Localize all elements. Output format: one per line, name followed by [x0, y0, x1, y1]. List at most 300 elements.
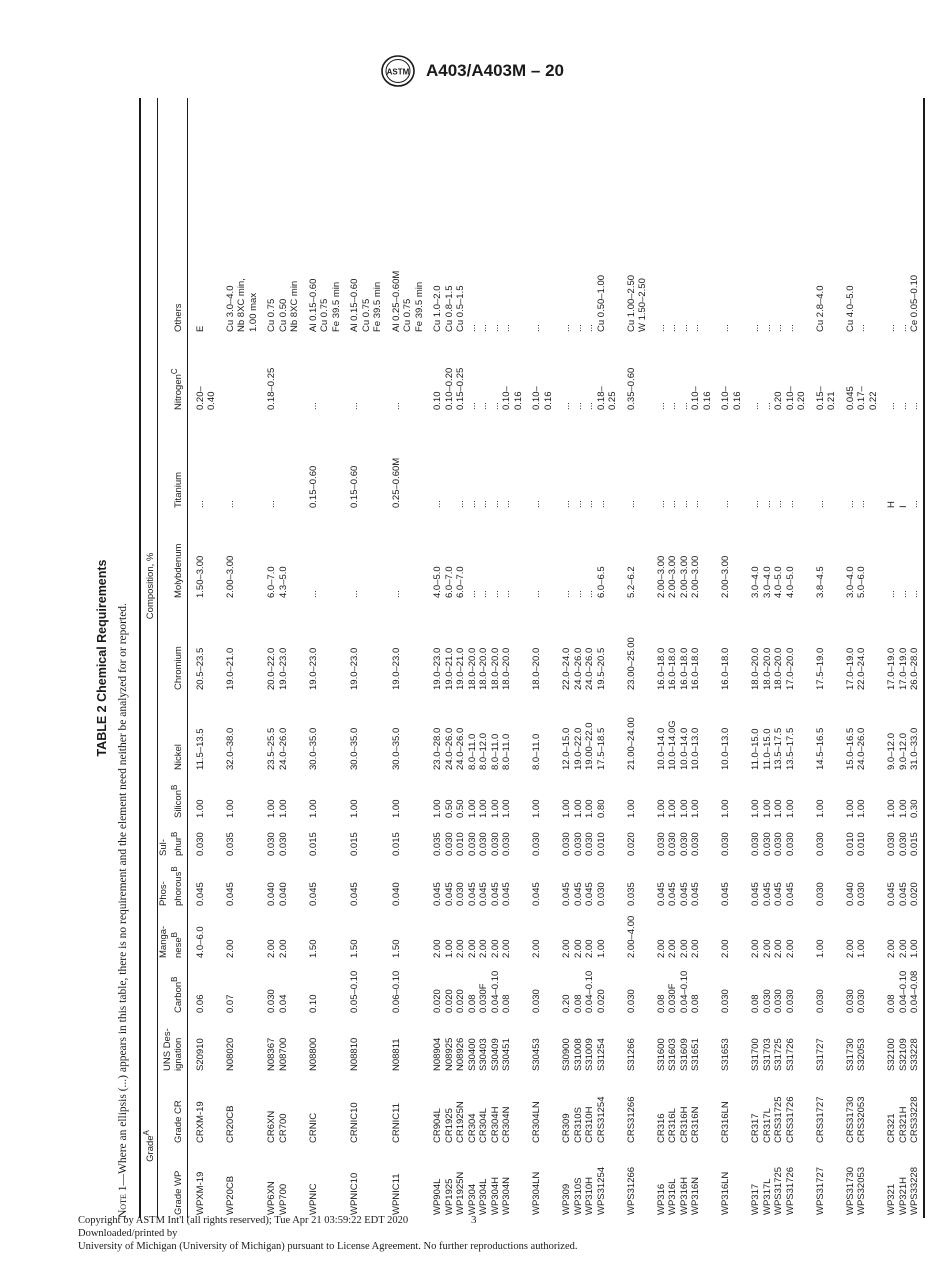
table-cell: 10.0–13.0: [720, 727, 732, 770]
table-cell: 18.0–20.0: [761, 647, 773, 690]
table-cell: 0.020: [432, 989, 444, 1013]
table-cell: ...: [584, 500, 596, 508]
table-cell: 1.00: [584, 799, 596, 818]
table-cell: Cu 1.00–2.50 W 1.50–2.50: [625, 274, 649, 332]
table-cell: 19.0–21.0: [455, 647, 467, 690]
table-cell: 11.5–13.5: [194, 728, 206, 770]
table-row: [838, 98, 857, 1218]
table-cell: ...: [501, 500, 513, 508]
table-cell: 19.0–21.0: [224, 647, 236, 690]
table-cell: 0.08: [750, 994, 762, 1013]
table-cell: 1.00: [489, 799, 501, 818]
page-number: 3: [471, 1214, 477, 1226]
table-row: [218, 98, 260, 1218]
table-cell: CRNIC11: [390, 1103, 402, 1143]
table-cell: 0.030: [466, 832, 478, 856]
table-cell: ...: [572, 500, 584, 508]
table-cell: S32100: [886, 1038, 898, 1071]
table-cell: CR321: [886, 1113, 898, 1143]
table-cell: 30.0–35.0: [349, 727, 361, 770]
table-cell: 0.030: [814, 832, 826, 856]
table-cell: ...: [466, 324, 478, 332]
table-cell: 19.0–21.0: [443, 647, 455, 690]
table-cell: 0.030F: [478, 983, 490, 1013]
table-cell: 1.00: [224, 799, 236, 818]
table-cell: ...: [390, 402, 402, 410]
table-cell: 1.00: [856, 799, 868, 818]
table-cell: WPS31266: [625, 1166, 637, 1215]
table-cell: 1.50–3.00: [194, 555, 206, 598]
table-row: [909, 98, 924, 1218]
table-cell: 0.030: [784, 832, 796, 856]
table-cell: S31254: [595, 1038, 607, 1071]
table-cell: 0.10– 0.16: [690, 386, 713, 410]
table-cell: ...: [466, 590, 478, 598]
table-row: [384, 98, 426, 1218]
table-cell: CRS31726: [784, 1096, 796, 1143]
table-cell: S32109: [897, 1038, 909, 1071]
table-cell: 0.17– 0.22: [856, 386, 879, 410]
table-row: [478, 98, 490, 1218]
table-cell: 2.00: [432, 939, 444, 958]
table-cell: 19.0–22.0: [572, 727, 584, 770]
table-cell: 1.00: [720, 799, 732, 818]
table-cell: 8.0–11.0: [501, 733, 513, 770]
table-cell: 2.00: [224, 939, 236, 958]
table-cell: Cu 0.75: [266, 298, 278, 332]
column-header: Titanium: [157, 413, 187, 511]
table-cell: 19.0–23.0: [277, 647, 289, 690]
table-cell: WP700: [277, 1183, 289, 1215]
table-cell: S30451: [501, 1038, 513, 1071]
table-cell: N08810: [349, 1037, 361, 1071]
table-cell: WP310S: [572, 1177, 584, 1215]
table-cell: 0.030: [773, 832, 785, 856]
table-cell: 23.0–28.0: [432, 727, 444, 770]
table-cell: WP309: [561, 1183, 573, 1215]
table-cell: ...: [690, 324, 702, 332]
table-cell: 1.00: [678, 799, 690, 818]
table-cell: ...: [909, 413, 924, 511]
table-cell: 0.035: [625, 882, 637, 906]
table-cell: WPS31730: [844, 1166, 856, 1215]
table-cell: 16.0–18.0: [667, 647, 679, 690]
table-cell: 0.040: [390, 882, 402, 906]
table-cell: WPXM-19: [194, 1171, 206, 1215]
table-cell: 0.030: [531, 832, 543, 856]
table-cell: WP317L: [761, 1178, 773, 1215]
table-row: [743, 98, 762, 1218]
table-cell: ...: [489, 402, 501, 410]
table-cell: ...: [886, 324, 898, 332]
table-cell: 0.030: [773, 989, 785, 1013]
table-cell: S32053: [856, 1038, 868, 1071]
table-cell: 0.045: [307, 882, 319, 906]
table-cell: CR316LN: [720, 1101, 732, 1143]
table-cell: ...: [750, 402, 762, 410]
table-cell: ...: [489, 590, 501, 598]
table-cell: Cu 0.50–1.00: [595, 274, 607, 332]
table-cell: 0.030: [784, 989, 796, 1013]
table-cell: 0.030: [897, 832, 909, 856]
table-cell: 0.030: [814, 989, 826, 1013]
table-cell: 0.010: [455, 832, 467, 856]
table-cell: ...: [844, 500, 856, 508]
table-cell: 0.18– 0.25: [595, 386, 619, 410]
table-cell: 0.08: [886, 994, 898, 1013]
table-cell: CR20CB: [224, 1105, 236, 1143]
table-cell: S31727: [814, 1038, 826, 1071]
table-cell: ...: [390, 590, 402, 598]
table-cell: 1.00: [595, 939, 607, 958]
table-cell: 2.00–3.00: [690, 555, 702, 598]
column-header: UNS Des- ignation: [157, 1016, 187, 1074]
table-cell: 0.20: [561, 994, 573, 1013]
table-title: TABLE 2 Chemical Requirements: [95, 559, 109, 757]
table-cell: ...: [761, 500, 773, 508]
table-row: [667, 98, 679, 1218]
table-cell: ...: [349, 402, 361, 410]
table-note: [117, 98, 135, 1218]
table-row: [455, 98, 467, 1218]
table-cell: Al 0.15–0.60 Cu 0.75 Fe 39.5 min: [349, 278, 384, 332]
table-cell: 24.0–26.0: [455, 727, 467, 770]
table-cell: 2.00: [897, 939, 909, 958]
table-cell: 0.10–0.20: [443, 367, 455, 410]
table-cell: H: [886, 501, 898, 508]
column-header: Chromium: [157, 601, 187, 693]
table-cell: WP304H: [489, 1176, 501, 1215]
table-cell: WP304: [466, 1183, 478, 1215]
column-header: Nitrogen$^C$: [157, 335, 187, 413]
table-cell: CRS31266: [625, 1096, 637, 1143]
table-row: [773, 98, 785, 1218]
table-cell: 0.045: [349, 882, 361, 906]
table-cell: S31600: [655, 1038, 667, 1071]
table-cell: CR316H: [678, 1106, 690, 1143]
table-cell: ...: [897, 402, 909, 410]
table-cell: 1.00: [307, 799, 319, 818]
table-cell: WP304LN: [531, 1171, 543, 1215]
table-cell: 2.00: [844, 939, 856, 958]
table-cell: 1.00: [443, 939, 455, 958]
table-cell: 21.00–24.00: [625, 717, 637, 770]
table-cell: 0.030: [761, 989, 773, 1013]
table-cell: ...: [667, 324, 679, 332]
table-cell: 1.00: [773, 799, 785, 818]
table-cell: 0.030: [720, 989, 732, 1013]
table-cell: 20.0–22.0: [266, 647, 278, 690]
table-cell: 10.0–14.0G: [667, 720, 679, 770]
table-cell: 2.00: [678, 939, 690, 958]
table-cell: WPS31726: [784, 1166, 796, 1215]
table-cell: 1.00: [531, 799, 543, 818]
table-row: [584, 98, 596, 1218]
table-cell: 1.00: [266, 799, 278, 818]
table-cell: 1.00: [784, 799, 796, 818]
table-cell: CR904L: [432, 1108, 444, 1143]
table-cell: N08020: [224, 1037, 236, 1071]
table-cell: Al 0.15–0.60 Cu 0.75 Fe 39.5 min: [307, 278, 342, 332]
column-header: Manga- nese$^B$: [157, 909, 187, 961]
note-text: —Where an ellipsis (...) appears in this table, there is no requirement and the element need neither be analyzed for or reported.: [117, 603, 129, 1186]
table-cell: ...: [773, 500, 785, 508]
table-cell: ...: [584, 402, 596, 410]
table-row: [425, 98, 444, 1218]
table-cell: WP316: [655, 1183, 667, 1215]
table-row: [679, 98, 691, 1218]
table-cell: CR304L: [478, 1108, 490, 1143]
table-cell: ...: [501, 324, 513, 332]
table-cell: S30400: [466, 1038, 478, 1071]
table-row: [898, 98, 910, 1218]
table-cell: S31609: [678, 1038, 690, 1071]
table-cell: ...: [625, 500, 637, 508]
table-cell: Cu 0.5–1.5: [455, 285, 467, 332]
column-header-row: [157, 98, 187, 1218]
table-cell: WPS32053: [856, 1166, 868, 1215]
table-cell: 0.04–0.10: [584, 970, 596, 1013]
table-cell: [278, 335, 301, 413]
table-cell: 2.00: [886, 939, 898, 958]
rotated-table-region: [95, 98, 925, 1218]
table-cell: CR1925: [443, 1108, 455, 1143]
table-cell: CRS31725: [773, 1096, 785, 1143]
table-cell: WPNIC10: [349, 1172, 361, 1215]
table-cell: 0.15–0.60: [349, 465, 361, 508]
table-cell: 24.0–26.0: [856, 727, 868, 770]
column-header: Sul- phur$^B$: [157, 821, 187, 859]
table-cell: S31703: [761, 1038, 773, 1071]
table-cell: ...: [886, 590, 898, 598]
table-cell: 18.0–20.0: [773, 647, 785, 690]
table-cell: 13.5–17.5: [773, 727, 785, 770]
table-cell: 4.0–5.0: [432, 566, 444, 598]
table-cell: CR317L: [761, 1108, 773, 1143]
table-cell: WP304N: [501, 1176, 513, 1215]
table-cell: CRNIC10: [349, 1102, 361, 1143]
table-cell: 2.00–3.00: [720, 555, 732, 598]
table-cell: 0.045: [531, 882, 543, 906]
table-cell: 6.0–7.0: [266, 566, 278, 598]
table-cell: 0.18–0.25: [266, 367, 278, 410]
table-cell: Cu 0.8–1.5: [443, 285, 455, 332]
table-cell: ...: [678, 500, 690, 508]
table-cell: WP316L: [667, 1178, 679, 1215]
table-cell: 13.5–17.5: [784, 727, 796, 770]
table-cell: ...: [307, 590, 319, 598]
note-label: Note 1: [117, 1185, 129, 1218]
table-cell: 2.00: [561, 939, 573, 958]
table-cell: 0.030: [856, 989, 868, 1013]
table-cell: 2.00: [773, 939, 785, 958]
table-cell: S31653: [720, 1038, 732, 1071]
table-cell: ...: [897, 324, 909, 332]
table-cell: 30.0–35.0: [390, 727, 402, 770]
table-cell: WP317: [750, 1183, 762, 1215]
table-cell: 1.00: [194, 799, 206, 818]
table-cell: ...: [466, 500, 478, 508]
table-cell: CRS33228: [909, 1074, 924, 1146]
table-cell: 0.045: [667, 882, 679, 906]
table-cell: ...: [678, 402, 690, 410]
table-cell: 17.0–20.0: [784, 647, 796, 690]
table-cell: WPNIC11: [390, 1173, 402, 1215]
table-cell: S30409: [489, 1038, 501, 1071]
table-cell: 0.08: [501, 994, 513, 1013]
table-cell: 0.030: [678, 832, 690, 856]
table-cell: N08800: [307, 1037, 319, 1071]
table-cell: 1.00: [655, 799, 667, 818]
table-cell: CR304LN: [531, 1101, 543, 1143]
table-cell: N08811: [390, 1038, 402, 1071]
table-cell: 0.030: [761, 832, 773, 856]
table-cell: ...: [595, 500, 607, 508]
table-cell: 0.10– 0.20: [784, 386, 808, 410]
table-cell: 6.0–7.0: [443, 566, 455, 598]
table-cell: 1.00: [667, 799, 679, 818]
table-cell: 0.030: [814, 882, 826, 906]
table-cell: 23.00–25.00: [625, 637, 637, 690]
table-cell: 10.0–13.0: [690, 727, 702, 770]
table-row: [524, 98, 554, 1218]
table-cell: 18.0–20.0: [531, 647, 543, 690]
table-cell: 0.045: [466, 882, 478, 906]
table-cell: 0.15– 0.21: [814, 386, 838, 410]
table-cell: [444, 413, 456, 511]
table-cell: 0.030: [856, 882, 868, 906]
table-cell: 23.5–25.5: [266, 727, 278, 770]
table-cell: 0.030: [886, 832, 898, 856]
table-cell: S31009: [584, 1038, 596, 1071]
table-cell: 0.50: [455, 799, 467, 818]
column-header: Nickel: [157, 693, 187, 773]
table-cell: 0.030: [572, 832, 584, 856]
table-cell: 10.0–14.0: [655, 727, 667, 770]
table-cell: 17.0–19.0: [886, 647, 898, 690]
table-cell: CR6XN: [266, 1110, 278, 1143]
table-cell: S31725: [773, 1038, 785, 1071]
table-cell: ...: [655, 324, 667, 332]
table-cell: ...: [478, 590, 490, 598]
table-cell: 2.00: [750, 939, 762, 958]
table-cell: 19.5–20.5: [595, 647, 607, 690]
table-row: [856, 98, 879, 1218]
table-cell: ...: [466, 402, 478, 410]
table-cell: WPS33228: [909, 1146, 924, 1218]
table-cell: 0.030: [501, 832, 513, 856]
table-cell: WP316LN: [720, 1171, 732, 1215]
table-cell: WP321H: [897, 1176, 909, 1215]
table-cell: 0.045: [443, 882, 455, 906]
table-cell: CRS31730: [844, 1096, 856, 1143]
table-cell: 1.50: [307, 939, 319, 958]
table-cell: ...: [886, 402, 898, 410]
table-row: [501, 98, 524, 1218]
table-cell: 0.045: [561, 882, 573, 906]
table-cell: Al 0.25–0.60M Cu 0.75 Fe 39.5 min: [390, 270, 425, 332]
table-cell: 0.045: [655, 882, 667, 906]
table-cell: 0.50: [443, 799, 455, 818]
table-cell: 1.00: [690, 799, 702, 818]
table-cell: 17.5–19.0: [814, 647, 826, 690]
table-cell: 0.045: [501, 882, 513, 906]
table-cell: 0.04–0.10: [897, 970, 909, 1013]
table-cell: 0.045: [584, 882, 596, 906]
table-cell: 1.00: [886, 799, 898, 818]
table-cell: 31.0–33.0: [909, 693, 924, 773]
table-cell: Cu 1.0–2.0: [432, 285, 444, 332]
table-cell: 20.5–23.5: [194, 647, 206, 690]
table-cell: ...: [655, 402, 667, 410]
table-cell: 1.50: [349, 939, 361, 958]
table-cell: WPS31725: [773, 1166, 785, 1215]
table-cell: CRS31727: [814, 1096, 826, 1143]
table-cell: ...: [531, 590, 543, 598]
table-row: [785, 98, 808, 1218]
table-cell: ...: [750, 324, 762, 332]
table-cell: 0.030: [667, 832, 679, 856]
table-cell: 19.0–23.0: [390, 647, 402, 690]
table-row: [619, 98, 649, 1218]
table-cell: CRS31254: [595, 1096, 607, 1143]
table-cell: 0.045: [897, 882, 909, 906]
table-cell: 0.030: [478, 832, 490, 856]
table-cell: [218, 335, 260, 413]
table-cell: ...: [856, 500, 868, 508]
table-cell: ...: [572, 402, 584, 410]
table-cell: 0.20: [773, 391, 785, 410]
column-header: Grade WP: [157, 1146, 187, 1218]
table-cell: 1.00: [501, 799, 513, 818]
table-cell: 1.00: [814, 939, 826, 958]
table-cell: 18.0–20.0: [501, 647, 513, 690]
table-row: [259, 98, 278, 1218]
table-cell: CR316L: [667, 1108, 679, 1143]
table-cell: ...: [307, 402, 319, 410]
table-cell: 0.045: [478, 882, 490, 906]
table-cell: 18.0–20.0: [466, 647, 478, 690]
table-cell: ...: [909, 511, 924, 601]
footer-downloaded: Downloaded/printed by: [78, 1228, 178, 1239]
table-cell: WP20CB: [224, 1175, 236, 1215]
table-cell: ...: [561, 500, 573, 508]
table-cell: 0.030: [531, 989, 543, 1013]
table-cell: 8.0–11.0: [466, 733, 478, 770]
group-header-row: [140, 98, 157, 1218]
table-cell: 2.00: [784, 939, 796, 958]
table-cell: ...: [667, 500, 679, 508]
table-cell: 26.0–28.0: [909, 601, 924, 693]
table-cell: 0.020: [595, 989, 607, 1013]
table-cell: ...: [720, 500, 732, 508]
table-cell: 0.010: [844, 832, 856, 856]
table-cell: 15.0–16.5: [844, 727, 856, 770]
table-cell: ...: [561, 590, 573, 598]
table-cell: 0.08: [572, 994, 584, 1013]
table-cell: 0.045: [572, 882, 584, 906]
table-cell: 0.015: [390, 832, 402, 856]
table-cell: 0.045: [784, 882, 796, 906]
table-cell: 22.0–24.0: [561, 647, 573, 690]
table-cell: 24.0–26.0: [443, 727, 455, 770]
table-cell: 2.00: [478, 939, 490, 958]
table-cell: CR304: [466, 1113, 478, 1143]
table-cell: N08904: [432, 1037, 444, 1071]
table-cell: 1.00: [572, 799, 584, 818]
table-cell: 1.00: [478, 799, 490, 818]
table-cell: 2.00: [466, 939, 478, 958]
